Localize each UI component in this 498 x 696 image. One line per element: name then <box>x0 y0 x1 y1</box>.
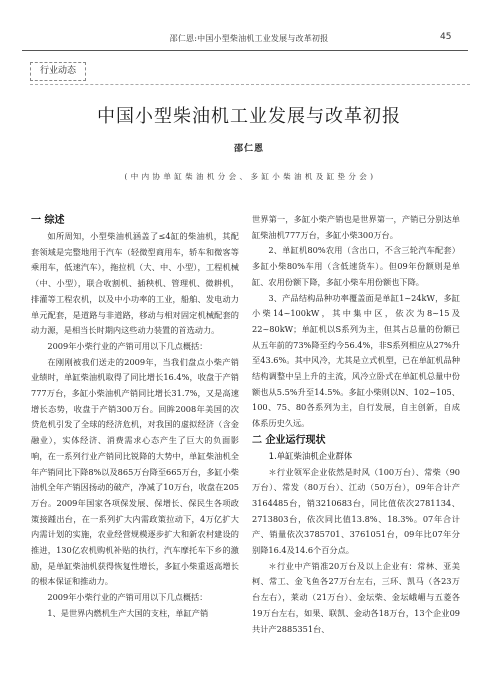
tag-divider <box>30 84 470 85</box>
paragraph: 在刚刚被我们送走的2009年，当我们盘点小柴产销业绩时，单缸柴油机取得了同比增长16.4%，收盘于产销777万台，多缸小柴油机产销同比增长31.7%，又是高速增长态势，收盘于产销300万台。回眸2008年美国的次贷危机引发了全球的经济危机，对我国的虚拟经济（含金融业），实体经济、消费需求心态产生了巨大的负面影响，在一系列行业产销同比锐降的大势中，单缸柴油机全年产销同比下降8%以及865万台降至665万台，多缸小柴油机全年产销因扬动的破产，净减了10万台，收盘在205万台。2009年国家各项保发展、保增长、保民生各项政策接踵出台，在一系列扩大内需政策拉动下，4万亿扩大内需计划的实施，农业经营规模逐步扩大和新农村建设的推进，130亿农机购机补贴的执行，汽车摩托车下乡的激励，是单缸柴油机获得恢复性增长，多缸小柴重返高增长的根本保证和推动力。 <box>31 356 239 587</box>
page-number: 45 <box>440 32 452 42</box>
paragraph: 2、单缸机80%农用（含出口，不含三轮汽车配套）多缸小柴80%车用（含低速货车）。但09年份额则是单缸、农用份额下降，多缸小柴车用份额也下降。 <box>252 245 460 287</box>
article-title: 中国小型柴油机工业发展与改革初报 <box>97 106 401 127</box>
paragraph: 2009年小柴行业的产销可用以下几点概括： <box>47 340 208 351</box>
column-tag: 行业动态 <box>30 62 86 81</box>
paragraph: 1、是世界内燃机生产大国的支柱，单缸产销 <box>47 607 209 618</box>
paragraph: 如所周知，小型柴油机涵盖了≤4缸的柴油机，其配套领域是完整地用于汽车（轻微型商用车，轿车和微客等乘用车，低速汽车），拖拉机（大、中、小型），工程机械（中、小型），联合收割机、插秧机、管理机、微耕机，排灌等工程农机，以及中小功率的工业，船舶、发电动力单元配套，是道路与非道路，移动与相对固定机械配套的动力源，是相当长时期内这些动力装置的首选动力。 <box>31 231 239 336</box>
section-heading-overview: 一 综述 <box>31 215 65 226</box>
paragraph: ＊行业领军企业依然是时风（100万台）、常柴（90万台）、常发（80万台）、江动（50万台），09年合计产3164485台，销3210683台，同比值依次2781134、2713803台，依次同比值13.8%、18.3%。07年合计产、销量依次3785701、3761051台，09年比07年分别降16.4及14.6个百分点。 <box>252 466 460 556</box>
article-author: 邵仁恩 <box>233 144 264 154</box>
paragraph: ＊行业中产销准20万台及以上企业有：常林、亚美柯、常工、金飞鱼各27万台左右，三环、凯马（各23万台左右），莱动（21万台）、金坛柴、金坛峨嵋与五菱各19万台左右，如果、联凯、金动各18万台，13个企业09共计产2885351台、 <box>252 560 460 634</box>
header-rule <box>22 50 468 51</box>
right-column <box>252 212 460 637</box>
running-title: 邵仁恩:中国小型柴油机工业发展与改革初报 <box>169 34 329 43</box>
left-column <box>31 212 239 622</box>
author-affiliation: ( 中 内 协 单 缸 柴 油 机 分 会 、 多 缸 小 柴 油 机 及 缸 垫 分 会 ) <box>124 172 374 181</box>
paragraph: 世界第一，多缸小柴产销也是世界第一，产销已分别达单缸柴油机777万台，多缸小柴300万台。 <box>252 214 460 240</box>
running-header <box>0 30 498 46</box>
subsection-heading: 1.单缸柴油机企业群体 <box>268 450 353 461</box>
paragraph: 3、产品结构品种功率覆盖面是单缸1~24kW，多缸小柴14~100kW，其中集中区，依次为8~15及22~80kW；单缸机以S系列为主，但其占总量的份额已从五年前的73%降至约今56.4%，非S系列相应从27%升至43.6%。其中风冷，尤其是立式机型，已在单缸机品种结构调整中呈上升的主流，风冷立卧式在单缸机总量中份额也从5.5%升至14.5%。多缸小柴则以N、102~105、100、75、80各系列为主，自行发展，自主创新，自成体系历史久远。 <box>252 292 460 429</box>
section-heading-status: 二 企业运行现状 <box>252 434 326 446</box>
paragraph: 2009年小柴行业的产销可用以下几点概括： <box>47 592 208 603</box>
